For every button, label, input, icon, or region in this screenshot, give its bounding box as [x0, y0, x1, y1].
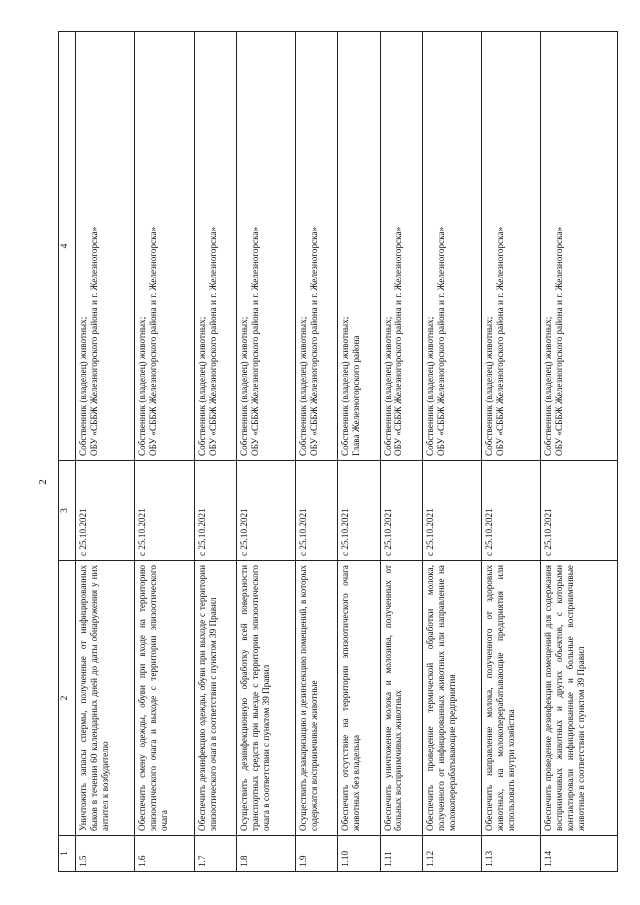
row-number: 1.9 [296, 836, 338, 872]
table-row [236, 32, 295, 872]
row-measure: Обеспечить смену одежды, обуви при входе на территорию эпизоотического очага и выходе с территории эпизоотического очага [135, 561, 194, 836]
page-number: 2 [36, 479, 49, 485]
table-row [135, 32, 194, 872]
row-deadline: с 25.10.2021 [541, 461, 618, 561]
row-responsible [541, 32, 618, 461]
row-deadline: с 25.10.2021 [380, 461, 422, 561]
responsible-owner: Собственник (владелец) животных; [238, 316, 249, 456]
table-row [380, 32, 422, 872]
responsible-organization: Глава Железногорского района [351, 335, 362, 456]
header-col-2: 2 [59, 561, 76, 836]
table-row [422, 32, 481, 872]
responsible-organization: ОБУ «СББЖ Железногорского района и г. Железногорска» [494, 226, 505, 456]
row-responsible [422, 32, 481, 461]
row-deadline: с 25.10.2021 [194, 461, 236, 561]
row-measure: Обеспечить дезинфекцию одежды, обуви при выходе с территории эпизоотического очага в соответствии с пунктом 39 Правил [194, 561, 236, 836]
header-col-3: 3 [59, 461, 76, 561]
responsible-organization: ОБУ «СББЖ Железногорского района и г. Железногорска» [207, 226, 218, 456]
row-measure: Уничтожить запасы спермы, полученные от инфицированных быков в течении 60 календарных дней до даты обнаружения у них антител к возбудителю [76, 561, 135, 836]
row-deadline: с 25.10.2021 [135, 461, 194, 561]
responsible-owner: Собственник (владелец) животных; [543, 316, 554, 456]
row-responsible [76, 32, 135, 461]
row-measure: Осуществить дезакаризацию и дезинсекцию помещений, в которых содержатся восприимчивые животные [296, 561, 338, 836]
row-measure: Осуществить дезинфекционную обработку всей поверхности транспортных средств при выезде с территории эпизоотического очага в соответствии с пунктом 39 Правил [236, 561, 295, 836]
row-responsible [338, 32, 380, 461]
row-responsible [236, 32, 295, 461]
row-measure: Обеспечить проведение дезинфекции помещений для содержания восприимчивых животных и других объектов, с которыми контактировали инфицированные и больные восприимчивые животные в соответствии с пунктом 39 Правил [541, 561, 618, 836]
table-row [296, 32, 338, 872]
responsible-owner: Собственник (владелец) животных; [137, 316, 148, 456]
row-deadline: с 25.10.2021 [296, 461, 338, 561]
row-number: 1.11 [380, 836, 422, 872]
row-deadline: с 25.10.2021 [482, 461, 541, 561]
measures-table [58, 31, 618, 872]
row-number: 1.13 [482, 836, 541, 872]
table-row [76, 32, 135, 872]
row-responsible [482, 32, 541, 461]
row-measure: Обеспечить отсутствие на территории эпизоотического очага животных без владельца [338, 561, 380, 836]
responsible-owner: Собственник (владелец) животных; [424, 316, 435, 456]
responsible-organization: ОБУ «СББЖ Железногорского района и г. Железногорска» [435, 226, 446, 456]
responsible-organization: ОБУ «СББЖ Железногорского района и г. Железногорска» [554, 226, 565, 456]
row-measure: Обеспечить проведение термической обработки молока, полученного от инфицированных животных или направление на молокоперерабатывающие предприятия [422, 561, 481, 836]
row-responsible [135, 32, 194, 461]
table-row [194, 32, 236, 872]
table-row [541, 32, 618, 872]
row-number: 1.12 [422, 836, 481, 872]
responsible-owner: Собственник (владелец) животных; [484, 316, 495, 456]
row-number: 1.7 [194, 836, 236, 872]
responsible-owner: Собственник (владелец) животных; [382, 316, 393, 456]
rotated-table-frame [58, 32, 618, 872]
row-number: 1.6 [135, 836, 194, 872]
row-number: 1.14 [541, 836, 618, 872]
responsible-organization: ОБУ «СББЖ Железногорского района и г. Железногорска» [309, 226, 320, 456]
header-col-4: 4 [59, 32, 76, 461]
responsible-owner: Собственник (владелец) животных; [78, 316, 88, 456]
row-responsible [194, 32, 236, 461]
responsible-owner: Собственник (владелец) животных; [196, 316, 207, 456]
row-deadline: с 25.10.2021 [236, 461, 295, 561]
responsible-owner: Собственник (владелец) животных; [340, 316, 351, 456]
table-row [482, 32, 541, 872]
measures-table-container [58, 32, 618, 872]
row-number: 1.5 [76, 836, 135, 872]
table-row [338, 32, 380, 872]
responsible-owner: Собственник (владелец) животных; [298, 316, 309, 456]
header-col-1: 1 [59, 836, 76, 872]
row-responsible [296, 32, 338, 461]
row-number: 1.8 [236, 836, 295, 872]
row-deadline: с 25.10.2021 [76, 461, 135, 561]
responsible-organization: ОБУ «СББЖ Железногорского района и г. Железногорска» [393, 226, 404, 456]
row-number: 1.10 [338, 836, 380, 872]
row-deadline: с 25.10.2021 [338, 461, 380, 561]
row-deadline: с 25.10.2021 [422, 461, 481, 561]
responsible-organization: ОБУ «СББЖ Железногорского района и г. Железногорска» [249, 226, 260, 456]
row-measure: Обеспечить уничтожение молока и молозива, полученных от больных восприимчивых животных [380, 561, 422, 836]
responsible-organization: ОБУ «СББЖ Железногорского района и г. Железногорска» [148, 226, 159, 456]
row-responsible [380, 32, 422, 461]
row-measure: Обеспечить направление молока, полученного от здоровых животных, на молокоперерабатывающие предприятия или использовать внутри хозяйства [482, 561, 541, 836]
responsible-organization: ОБУ «СББЖ Железногорского района и г. Железногорска» [88, 226, 99, 456]
table-header-row [59, 32, 76, 872]
